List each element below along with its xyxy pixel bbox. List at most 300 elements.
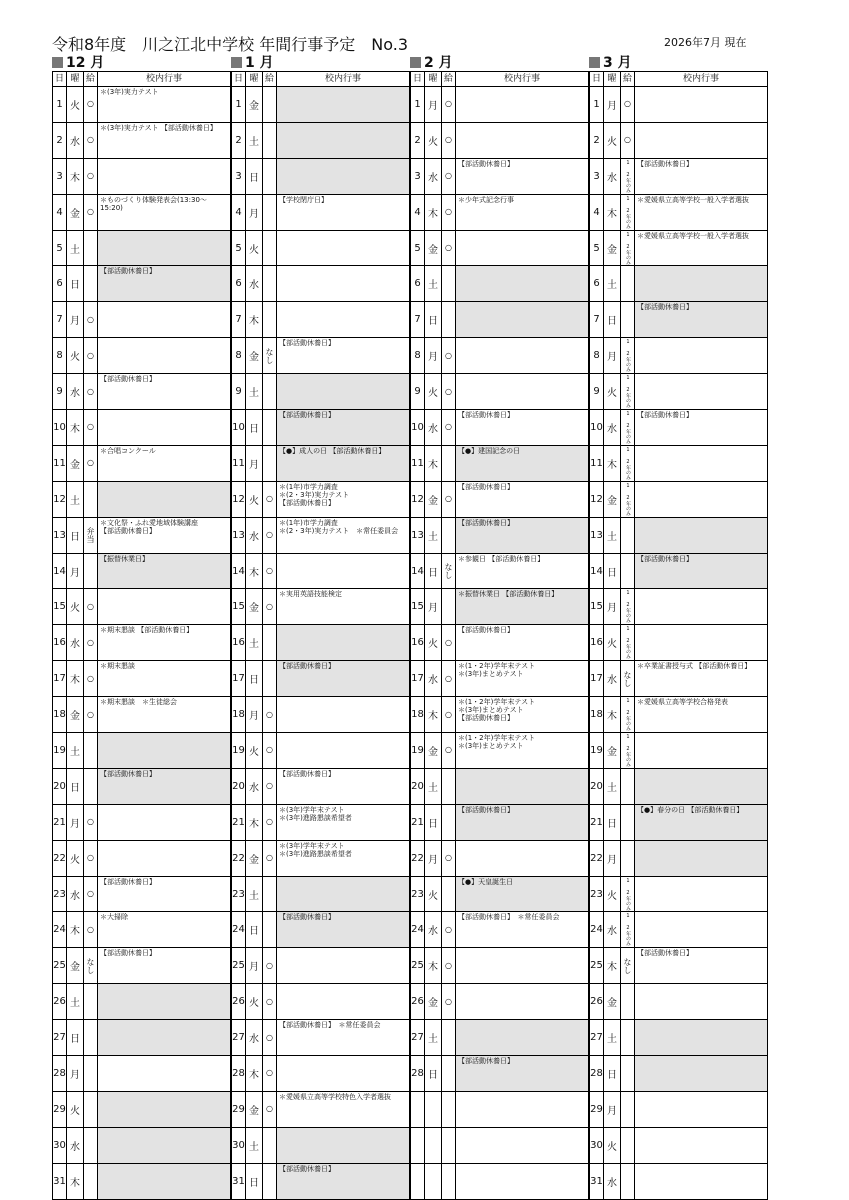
event-text: 【部活動休養日】	[279, 1164, 335, 1173]
day-row	[53, 517, 231, 553]
day-number: 26	[411, 984, 425, 1020]
day-row	[590, 1020, 768, 1056]
meal-status: 1 2年のみ	[621, 158, 635, 194]
day-number: 23	[232, 876, 246, 912]
day-row	[53, 1127, 231, 1163]
meal-status: ○	[442, 733, 456, 769]
day-number: 6	[232, 266, 246, 302]
day-number: 19	[590, 733, 604, 769]
day-row	[232, 697, 410, 733]
event-cell	[277, 840, 410, 876]
event-cell	[277, 553, 410, 589]
weekday: 水	[425, 158, 442, 194]
event-cell	[98, 302, 231, 338]
event-text: ＊大掃除	[100, 913, 128, 922]
weekday: 金	[246, 1091, 263, 1127]
weekday: 土	[604, 266, 621, 302]
month-block-december	[52, 53, 230, 1200]
event-cell	[98, 445, 231, 481]
event-cell	[277, 804, 410, 840]
event-cell	[635, 661, 768, 697]
day-number: 1	[590, 87, 604, 123]
day-row	[590, 697, 768, 733]
weekday: 火	[425, 625, 442, 661]
day-number: 12	[411, 481, 425, 517]
weekday: 木	[67, 410, 84, 446]
event-cell	[98, 733, 231, 769]
day-row	[232, 266, 410, 302]
day-row	[411, 266, 589, 302]
weekday: 月	[67, 302, 84, 338]
meal-status	[621, 1020, 635, 1056]
weekday: 水	[604, 410, 621, 446]
meal-status: ○	[84, 410, 98, 446]
day-row	[232, 302, 410, 338]
weekday: 日	[246, 1163, 263, 1199]
month-label: 2 月	[424, 55, 453, 71]
day-row	[53, 122, 231, 158]
meal-status: ○	[84, 87, 98, 123]
day-number: 20	[411, 768, 425, 804]
event-text: 【部活動休養日】	[279, 662, 335, 671]
day-number: 24	[53, 912, 67, 948]
day-row	[232, 984, 410, 1020]
day-number: 23	[411, 876, 425, 912]
header-weekday: 曜	[604, 72, 621, 87]
meal-status: ○	[442, 230, 456, 266]
day-row	[411, 517, 589, 553]
meal-status: ○	[84, 194, 98, 230]
day-number: 24	[590, 912, 604, 948]
weekday: 日	[67, 266, 84, 302]
weekday: 月	[604, 589, 621, 625]
event-text: ＊期末懇談 ＊生徒総会	[100, 698, 177, 707]
day-number: 2	[590, 122, 604, 158]
meal-status: ○	[84, 374, 98, 410]
event-cell	[98, 1020, 231, 1056]
weekday: 火	[604, 1127, 621, 1163]
meal-status: ○	[263, 1020, 277, 1056]
meal-status	[84, 553, 98, 589]
calendar-body	[232, 87, 410, 1200]
day-number: 18	[53, 697, 67, 733]
event-cell	[635, 1163, 768, 1199]
weekday: 金	[604, 481, 621, 517]
event-text: ＊(3年)進路懇談希望者	[279, 813, 352, 822]
day-row	[232, 589, 410, 625]
meal-status	[263, 87, 277, 123]
calendar-body	[411, 87, 589, 1200]
weekday: 木	[246, 553, 263, 589]
event-cell	[635, 158, 768, 194]
day-row	[590, 948, 768, 984]
calendar-table	[231, 71, 410, 1200]
day-number: 20	[590, 768, 604, 804]
day-row	[590, 1127, 768, 1163]
weekday: 火	[67, 840, 84, 876]
day-number: 12	[590, 481, 604, 517]
day-number: 26	[232, 984, 246, 1020]
weekday: 水	[246, 1020, 263, 1056]
weekday: 水	[67, 374, 84, 410]
meal-status: ○	[84, 302, 98, 338]
weekday: 水	[604, 912, 621, 948]
event-text: ＊実用英語技能検定	[279, 590, 342, 599]
month-label: 3 月	[603, 55, 632, 71]
meal-status: ○	[84, 876, 98, 912]
event-text: 【●】天皇誕生日	[458, 877, 514, 886]
day-row	[411, 1163, 589, 1199]
meal-status	[621, 768, 635, 804]
day-number: 6	[411, 266, 425, 302]
header-row	[590, 72, 768, 87]
month-label: 12 月	[66, 55, 105, 71]
meal-status	[84, 1091, 98, 1127]
event-cell	[277, 302, 410, 338]
weekday: 火	[425, 876, 442, 912]
event-cell	[98, 87, 231, 123]
header-events: 校内行事	[635, 72, 768, 87]
meal-status	[263, 266, 277, 302]
weekday: 土	[604, 1020, 621, 1056]
event-cell	[635, 230, 768, 266]
day-number: 16	[232, 625, 246, 661]
day-number: 11	[53, 445, 67, 481]
meal-status	[263, 230, 277, 266]
day-row	[232, 625, 410, 661]
header-meal: 給	[442, 72, 456, 87]
meal-status: ○	[84, 122, 98, 158]
day-row	[232, 410, 410, 446]
day-row	[53, 625, 231, 661]
meal-status	[442, 876, 456, 912]
weekday: 木	[67, 661, 84, 697]
day-number: 10	[53, 410, 67, 446]
square-bullet-icon	[52, 57, 63, 68]
day-row	[590, 194, 768, 230]
day-number: 3	[232, 158, 246, 194]
event-cell	[635, 768, 768, 804]
meal-status: なし	[621, 948, 635, 984]
event-text: 【部活動休養日】	[637, 411, 693, 420]
meal-status: ○	[621, 87, 635, 123]
event-text: 【●】建国記念の日	[458, 446, 521, 455]
event-text: 【●】春分の日 【部活動休養日】	[637, 805, 744, 814]
event-cell	[98, 481, 231, 517]
meal-status: ○	[442, 374, 456, 410]
event-text: ＊愛媛県立高等学校一般入学者選抜	[637, 231, 749, 240]
event-text: ＊期末懇談 【部活動休養日】	[100, 626, 194, 635]
weekday: 土	[425, 768, 442, 804]
weekday: 火	[604, 876, 621, 912]
meal-status: 1 2年のみ	[621, 445, 635, 481]
month-heading	[231, 53, 409, 71]
event-cell	[277, 948, 410, 984]
event-text: 【部活動休養日】 ＊常任委員会	[458, 913, 560, 922]
weekday: 土	[246, 876, 263, 912]
meal-status: なし	[84, 948, 98, 984]
weekday: 日	[246, 410, 263, 446]
weekday: 土	[246, 625, 263, 661]
event-cell	[277, 374, 410, 410]
event-cell	[277, 661, 410, 697]
meal-status	[84, 1020, 98, 1056]
event-cell	[456, 445, 589, 481]
day-row	[590, 266, 768, 302]
day-row	[590, 589, 768, 625]
meal-status: ○	[442, 194, 456, 230]
day-row	[232, 661, 410, 697]
day-row	[411, 589, 589, 625]
event-cell	[456, 876, 589, 912]
square-bullet-icon	[589, 57, 600, 68]
meal-status: ○	[84, 625, 98, 661]
event-cell	[98, 768, 231, 804]
meal-status: ○	[84, 840, 98, 876]
day-number: 15	[411, 589, 425, 625]
day-row	[232, 481, 410, 517]
header-day: 日	[53, 72, 67, 87]
weekday: 月	[67, 1056, 84, 1092]
day-row	[411, 984, 589, 1020]
weekday: 金	[67, 445, 84, 481]
day-row	[232, 230, 410, 266]
event-cell	[635, 338, 768, 374]
header-row	[411, 72, 589, 87]
day-row	[411, 158, 589, 194]
weekday: 土	[246, 122, 263, 158]
meal-status	[442, 804, 456, 840]
day-number: 10	[411, 410, 425, 446]
meal-status: ○	[442, 697, 456, 733]
day-number: 25	[53, 948, 67, 984]
weekday: 土	[604, 768, 621, 804]
weekday: 木	[425, 445, 442, 481]
weekday: 水	[67, 625, 84, 661]
weekday: 火	[67, 1091, 84, 1127]
event-cell	[98, 338, 231, 374]
event-text: 【部活動休養日】	[458, 411, 514, 420]
day-row	[590, 984, 768, 1020]
meal-status: ○	[442, 338, 456, 374]
weekday: 日	[246, 158, 263, 194]
event-cell	[277, 1020, 410, 1056]
meal-status	[442, 1020, 456, 1056]
event-cell	[277, 194, 410, 230]
day-row	[232, 948, 410, 984]
day-row	[411, 912, 589, 948]
day-row	[411, 338, 589, 374]
meal-status: ○	[84, 697, 98, 733]
meal-status: ○	[84, 338, 98, 374]
day-row	[232, 338, 410, 374]
weekday: 土	[246, 1127, 263, 1163]
day-number: 14	[232, 553, 246, 589]
header-meal: 給	[84, 72, 98, 87]
weekday: 金	[246, 589, 263, 625]
event-cell	[635, 804, 768, 840]
day-row	[53, 1056, 231, 1092]
day-row	[232, 517, 410, 553]
event-cell	[277, 517, 410, 553]
day-number: 25	[590, 948, 604, 984]
day-number: 19	[232, 733, 246, 769]
day-number: 17	[590, 661, 604, 697]
event-cell	[98, 589, 231, 625]
day-row	[590, 840, 768, 876]
weekday: 火	[604, 374, 621, 410]
day-row	[53, 230, 231, 266]
day-number: 9	[53, 374, 67, 410]
header-day: 日	[411, 72, 425, 87]
weekday: 月	[425, 338, 442, 374]
weekday: 月	[604, 338, 621, 374]
day-number: 18	[590, 697, 604, 733]
header-day: 日	[590, 72, 604, 87]
meal-status	[442, 302, 456, 338]
meal-status: 1 2年のみ	[621, 912, 635, 948]
event-text: 【部活動休養日】	[458, 626, 514, 635]
meal-status	[263, 374, 277, 410]
weekday: 水	[604, 1163, 621, 1199]
meal-status	[263, 410, 277, 446]
day-row	[53, 733, 231, 769]
meal-status: ○	[263, 517, 277, 553]
day-number: 22	[590, 840, 604, 876]
day-number: 13	[232, 517, 246, 553]
day-row	[232, 194, 410, 230]
day-number: 19	[53, 733, 67, 769]
meal-status	[84, 1127, 98, 1163]
day-row	[232, 553, 410, 589]
day-row	[590, 122, 768, 158]
day-row	[590, 733, 768, 769]
event-cell	[277, 87, 410, 123]
weekday: 火	[67, 589, 84, 625]
header-events: 校内行事	[456, 72, 589, 87]
day-row	[411, 410, 589, 446]
day-number: 10	[590, 410, 604, 446]
meal-status	[621, 984, 635, 1020]
weekday: 水	[67, 876, 84, 912]
day-number: 26	[590, 984, 604, 1020]
weekday	[425, 1163, 442, 1199]
weekday: 月	[246, 445, 263, 481]
weekday: 水	[425, 661, 442, 697]
weekday: 日	[67, 517, 84, 553]
square-bullet-icon	[410, 57, 421, 68]
weekday: 金	[246, 840, 263, 876]
weekday: 木	[67, 912, 84, 948]
weekday: 水	[67, 1127, 84, 1163]
meal-status: 弁当	[84, 517, 98, 553]
meal-status	[84, 1056, 98, 1092]
day-number: 23	[53, 876, 67, 912]
weekday: 金	[67, 697, 84, 733]
event-text: 【部活動休養日】	[458, 159, 514, 168]
event-cell	[635, 266, 768, 302]
day-number: 4	[232, 194, 246, 230]
day-number: 23	[590, 876, 604, 912]
event-cell	[635, 840, 768, 876]
event-text: ＊(3年)実力テスト	[100, 88, 159, 96]
day-number: 20	[53, 768, 67, 804]
meal-status: 1 2年のみ	[621, 338, 635, 374]
event-text: 【部活動休養日】	[637, 159, 693, 168]
day-row	[411, 661, 589, 697]
weekday: 水	[604, 158, 621, 194]
event-cell	[98, 374, 231, 410]
day-number: 3	[53, 158, 67, 194]
weekday: 金	[425, 733, 442, 769]
day-number: 26	[53, 984, 67, 1020]
event-cell	[635, 912, 768, 948]
day-number: 11	[411, 445, 425, 481]
weekday: 木	[425, 948, 442, 984]
weekday: 日	[425, 553, 442, 589]
event-cell	[98, 158, 231, 194]
weekday: 水	[246, 768, 263, 804]
event-cell	[456, 266, 589, 302]
day-row	[232, 122, 410, 158]
header-meal: 給	[621, 72, 635, 87]
weekday: 月	[604, 87, 621, 123]
event-cell	[456, 87, 589, 123]
event-text: ＊(3年)まとめテスト	[458, 670, 524, 679]
event-cell	[277, 912, 410, 948]
meal-status: 1 2年のみ	[621, 194, 635, 230]
meal-status	[84, 1163, 98, 1199]
day-row	[590, 1091, 768, 1127]
day-row	[53, 589, 231, 625]
event-text: ＊(2・3年)実力テスト ＊常任委員会	[279, 526, 399, 535]
meal-status: ○	[263, 948, 277, 984]
day-number: 27	[53, 1020, 67, 1056]
day-number: 24	[411, 912, 425, 948]
weekday: 月	[604, 840, 621, 876]
meal-status	[84, 733, 98, 769]
day-row	[590, 1163, 768, 1199]
day-number: 21	[411, 804, 425, 840]
day-row	[53, 1163, 231, 1199]
event-cell	[98, 912, 231, 948]
day-number: 8	[590, 338, 604, 374]
day-row	[590, 338, 768, 374]
weekday: 土	[67, 984, 84, 1020]
event-cell	[635, 374, 768, 410]
event-cell	[456, 338, 589, 374]
day-number: 12	[232, 481, 246, 517]
event-cell	[635, 122, 768, 158]
day-row	[411, 804, 589, 840]
header-events: 校内行事	[277, 72, 410, 87]
day-row	[411, 122, 589, 158]
event-cell	[98, 1127, 231, 1163]
weekday: 日	[604, 804, 621, 840]
document-title: 令和8年度 川之江北中学校 年間行事予定 No.3	[52, 35, 409, 54]
day-number: 5	[590, 230, 604, 266]
event-text: 【部活動休養日】	[100, 769, 156, 778]
meal-status: ○	[442, 410, 456, 446]
day-row	[411, 697, 589, 733]
day-number: 18	[232, 697, 246, 733]
meal-status: なし	[263, 338, 277, 374]
event-cell	[277, 445, 410, 481]
weekday: 土	[425, 266, 442, 302]
event-text: ＊少年式記念行事	[458, 195, 514, 204]
event-cell	[277, 1127, 410, 1163]
meal-status	[263, 1163, 277, 1199]
